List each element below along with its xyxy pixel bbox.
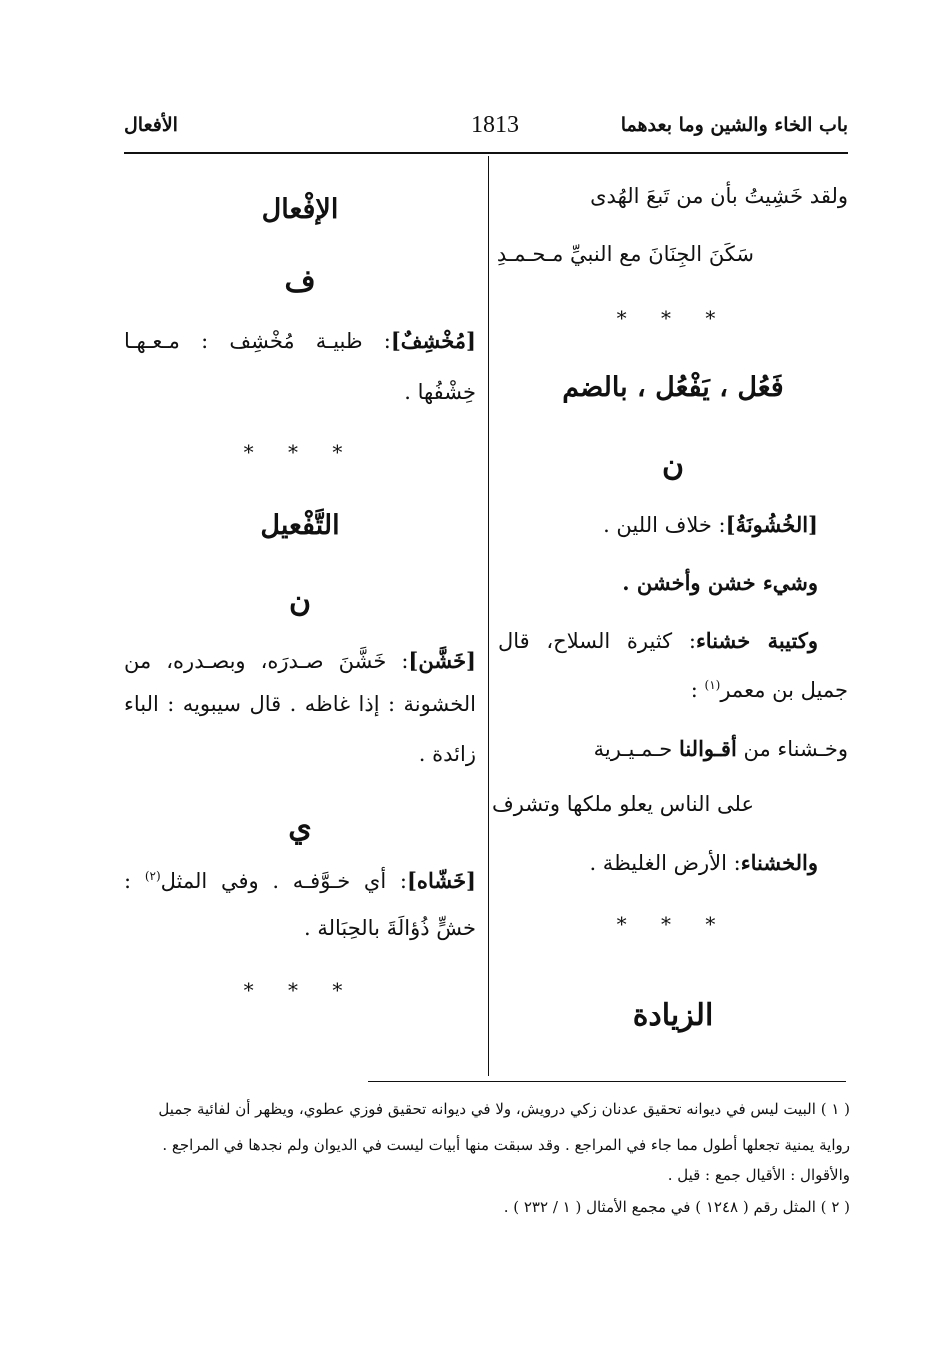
entry-continuation: [691, 678, 848, 703]
verse-text: حـمـيـرية: [593, 737, 673, 761]
dictionary-entry: [498, 628, 818, 654]
section-heading: الزيادة: [632, 998, 714, 1033]
dictionary-entry: [124, 648, 476, 674]
entry-definition: : كثيرة السلاح، قال: [498, 629, 696, 653]
dictionary-entry: وشيء خشن وأخشن .: [622, 570, 818, 595]
verse-text: وخـشناء من: [743, 737, 848, 761]
verse-line: [594, 736, 848, 762]
header-divider: [124, 152, 848, 154]
section-separator: * * *: [616, 306, 730, 330]
footnote-divider: [368, 1081, 846, 1082]
proverb-text: خشٍّ ذُؤالَةَ بالحِبَالة .: [303, 916, 476, 940]
verse-line: على الناس يعلو ملكها وتشرف: [491, 792, 754, 816]
entry-headword: وكتيبة خشناء: [695, 628, 818, 653]
entry-continuation: الخشونة : إذا غاظه . قال سيبويه : الباء: [124, 692, 476, 716]
verse-line: ولقد خَشِيتُ بأن من تَبعَ الهُدى: [590, 184, 848, 208]
section-heading: الإفْعال: [261, 194, 339, 225]
letter-heading: ن: [661, 448, 685, 483]
entry-continuation: زائدة .: [418, 742, 476, 766]
section-running-title: الأفعال: [124, 114, 178, 136]
section-separator: * * *: [243, 978, 357, 1002]
entry-headword: [مُخْشِفٌ]: [390, 328, 476, 353]
dictionary-entry: [589, 850, 818, 876]
entry-headword: والخشناء: [740, 850, 818, 875]
dictionary-entry: [124, 328, 476, 354]
poet-name: جميل بن معمر: [720, 678, 848, 702]
entry-headword: [الخُشُونَةُ]: [725, 512, 818, 537]
letter-heading: ي: [288, 810, 312, 845]
entry-headword: [خَشَّن]: [408, 648, 476, 673]
running-title: باب الخاء والشين وما بعدهما: [620, 114, 848, 136]
column-divider: [488, 156, 489, 1076]
dictionary-entry: [124, 868, 476, 894]
section-heading: التَّفْعيل: [260, 510, 340, 541]
letter-heading: ن: [288, 584, 312, 619]
entry-definition: : الأرض الغليظة .: [589, 851, 741, 875]
footnote-2: ( ٢ ) المثل رقم ( ١٢٤٨ ) في مجمع الأمثال ( ١ / ٢٣٢ ) .: [503, 1198, 850, 1216]
entry-headword: [خَشّاه]: [407, 868, 476, 893]
verse-line: سَكَنَ الجِنَانَ مع النبيِّ مـحـمـدِ: [496, 242, 754, 266]
footnote-marker: (٢): [144, 869, 161, 883]
section-separator: * * *: [616, 912, 730, 936]
colon: :: [124, 869, 132, 893]
footnote-1-line: رواية يمنية تجعلها أطول مما جاء في المراجع . وقد سبقت منها أبيات ليست في الديوان ولم نجدها في المراجع .: [162, 1136, 850, 1154]
letter-heading: ف: [284, 264, 316, 299]
entry-continuation: خِشْفُها .: [404, 380, 476, 404]
footnote-1-line: والأقوال : الأقيال جمع : قيل .: [667, 1166, 850, 1184]
section-separator: * * *: [243, 440, 357, 464]
colon: :: [690, 678, 698, 702]
section-heading: فَعُل ، يَفْعُل ، بالضم: [562, 372, 784, 403]
entry-definition: : خلاف اللين .: [603, 513, 726, 537]
verse-text-bold: أقـوالنا: [678, 736, 737, 761]
page-number: 1813: [471, 112, 519, 138]
footnote-marker: (١): [704, 678, 721, 692]
footnote-1-line: ( ١ ) البيت ليس في ديوانه تحقيق عدنان زكي درويش، ولا في ديوانه تحقيق فوزي عطوي، ويظهر أن لفائية جميل: [158, 1100, 850, 1118]
dictionary-entry: [603, 512, 818, 538]
entry-definition: : أي خـوَّفـه . وفي المثل: [160, 869, 407, 893]
entry-definition: : ظبيـة مُخْشِف : مـعـهـا: [124, 329, 391, 353]
entry-definition: : خَشَّنَ صـدرَه، وبصـدره، من: [124, 649, 409, 673]
